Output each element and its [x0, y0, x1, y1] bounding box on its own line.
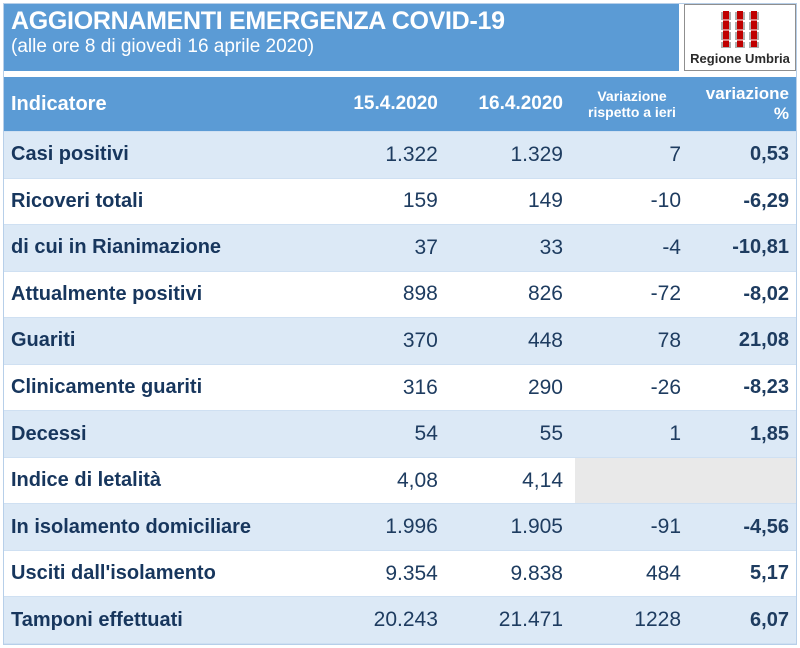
value-16-4: 33	[539, 235, 563, 259]
table-row	[4, 317, 796, 365]
value-variation: -91	[650, 515, 681, 539]
row-label: In isolamento domiciliare	[11, 515, 252, 538]
table-row	[4, 272, 796, 318]
value-variation-pct: -6,29	[743, 189, 789, 212]
value-variation-pct: 0,53	[750, 143, 789, 166]
value-variation-pct: 21,08	[738, 329, 789, 352]
value-15-4: 370	[402, 328, 438, 352]
value-variation: -10	[650, 189, 681, 213]
value-15-4: 1.322	[385, 142, 438, 166]
value-16-4: 4,14	[522, 468, 563, 492]
table-row	[4, 551, 796, 597]
regione-umbria-logo-box	[684, 4, 796, 71]
table-row	[4, 179, 796, 225]
value-variation: 484	[645, 561, 681, 585]
row-label: Tamponi effettuati	[11, 608, 183, 631]
table-row	[4, 224, 796, 272]
value-variation-pct: 1,85	[750, 422, 789, 445]
value-16-4: 1.329	[510, 142, 563, 166]
value-15-4: 20.243	[373, 608, 438, 632]
value-15-4: 898	[402, 282, 438, 306]
row-label: Ricoveri totali	[11, 189, 144, 212]
row-label: Indice di letalità	[11, 469, 162, 492]
table-row	[4, 503, 796, 551]
table-body	[4, 131, 796, 644]
table-header-row	[4, 77, 796, 131]
value-16-4: 21.471	[498, 608, 563, 632]
value-variation: 1	[669, 422, 681, 446]
value-variation-pct: -8,02	[743, 282, 789, 305]
value-variation: 7	[669, 142, 681, 166]
row-label: Clinicamente guariti	[11, 376, 203, 398]
regione-umbria-emblem-icon	[720, 9, 760, 49]
value-variation: -72	[650, 282, 681, 306]
value-16-4: 1.905	[510, 515, 563, 539]
table-row	[4, 596, 796, 644]
page-title: AGGIORNAMENTI EMERGENZA COVID-19	[11, 7, 505, 35]
value-variation: -26	[650, 375, 681, 399]
row-label: Guariti	[11, 329, 76, 352]
column-header-date-15-4: 15.4.2020	[353, 93, 438, 114]
row-label: Casi positivi	[11, 143, 129, 166]
value-variation-pct: -10,81	[732, 236, 789, 259]
value-15-4: 159	[402, 189, 438, 213]
value-15-4: 4,08	[397, 468, 438, 492]
value-16-4: 149	[527, 189, 563, 213]
value-variation: 78	[657, 328, 681, 352]
value-variation: 1228	[634, 608, 681, 632]
value-variation: -4	[662, 235, 681, 259]
table-frame	[3, 3, 797, 645]
value-16-4: 290	[527, 375, 563, 399]
row-label: Decessi	[11, 422, 87, 445]
table-row	[4, 365, 796, 411]
value-variation-pct: -8,23	[743, 376, 789, 398]
row-label: Usciti dall'isolamento	[11, 562, 216, 585]
row-label: di cui in Rianimazione	[11, 236, 222, 259]
value-15-4: 54	[414, 422, 438, 446]
table-row	[4, 131, 796, 179]
value-15-4: 1.996	[385, 515, 438, 539]
value-16-4: 9.838	[510, 561, 563, 585]
column-header-indicator: Indicatore	[11, 92, 107, 115]
column-header-date-16-4: 16.4.2020	[478, 93, 563, 114]
value-variation-pct: 6,07	[750, 608, 789, 631]
row-label: Attualmente positivi	[11, 282, 203, 305]
value-variation-pct	[693, 458, 796, 504]
header-banner	[4, 4, 796, 71]
regione-umbria-logo-label: Regione Umbria	[690, 51, 790, 66]
value-15-4: 9.354	[385, 561, 438, 585]
value-variation-pct: 5,17	[750, 562, 789, 585]
value-15-4: 37	[414, 235, 438, 259]
page-subtitle: (alle ore 8 di giovedì 16 aprile 2020)	[11, 35, 315, 57]
value-16-4: 55	[539, 422, 563, 446]
table-row	[4, 410, 796, 458]
value-16-4: 826	[527, 282, 563, 306]
table-row	[4, 458, 796, 504]
value-variation-pct: -4,56	[743, 515, 789, 538]
column-header-variation-pct: variazione %	[705, 84, 789, 123]
value-variation	[575, 458, 693, 504]
value-15-4: 316	[402, 375, 438, 399]
column-header-variation: Variazione rispetto a ieri	[588, 87, 676, 120]
value-16-4: 448	[527, 328, 563, 352]
banner-title-block	[4, 4, 679, 71]
